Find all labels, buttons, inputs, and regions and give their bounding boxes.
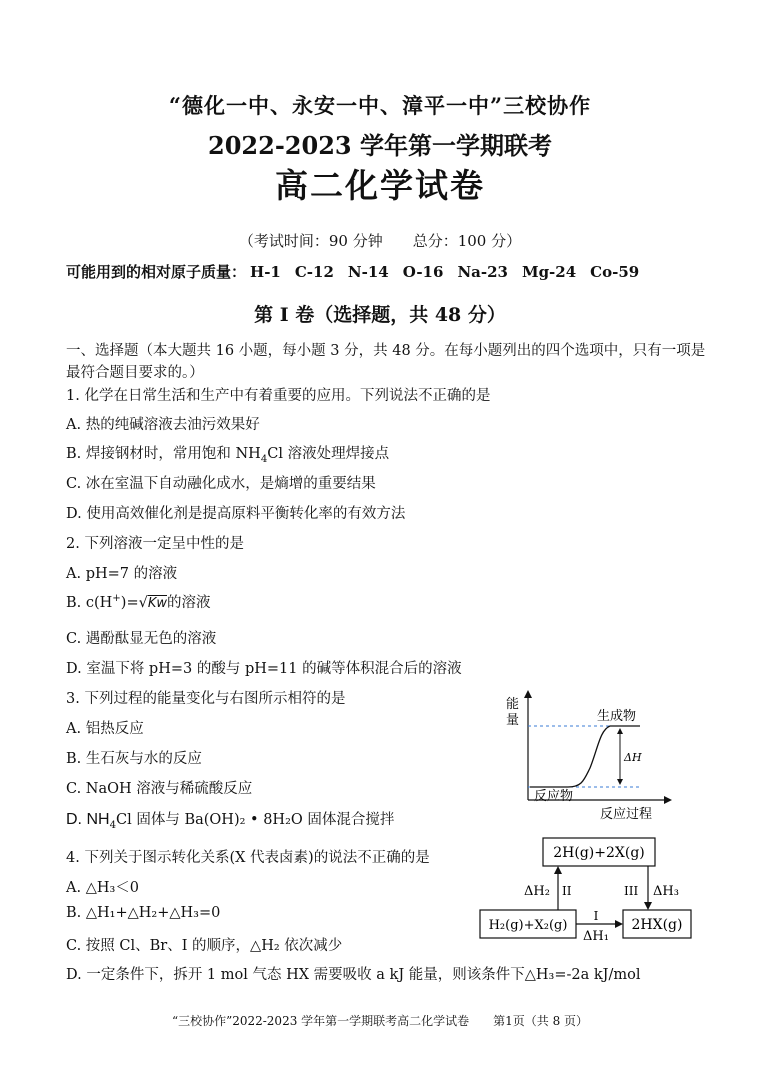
left-box-label: H₂(g)+X₂(g)	[488, 918, 568, 933]
page-footer: “三校协作”2022-2023 学年第一学期联考高二化学试卷 第1页（共 8 页）	[171, 1014, 589, 1028]
III-label: III	[624, 884, 639, 898]
section-title: 第 I 卷（选择题，共 48 分）	[254, 304, 506, 326]
q2-b-post: 的溶液	[167, 595, 211, 611]
q2-b-mid: )=	[120, 595, 139, 611]
q1-option-b	[66, 442, 389, 465]
q1-option-d: D. 使用高效催化剂是提高原料平衡转化率的有效方法	[66, 506, 406, 522]
graph-y-label-2: 量	[506, 713, 520, 728]
q4-stem: 4. 下列关于图示转化关系(X 代表卤素)的说法不正确的是	[66, 850, 430, 866]
q3-option-d	[66, 808, 394, 831]
q3-d-sub: 4	[109, 819, 117, 831]
graph-delta-label: ΔH	[624, 751, 642, 764]
term-line: 2022-2023 学年第一学期联考	[208, 131, 552, 160]
atomic-mass-item: N-14	[347, 263, 389, 281]
atomic-mass-item: Na-23	[457, 263, 508, 281]
atomic-mass-item: H-1	[250, 263, 281, 281]
I-label: I	[593, 909, 599, 923]
dH1-label: ΔH₁	[583, 929, 609, 944]
atomic-mass-line	[66, 261, 653, 282]
q1-b-pre: B. 焊接钢材时，常用饱和 NH	[66, 446, 261, 462]
graph-x-label: 反应过程	[600, 807, 653, 822]
atomic-mass-item: O-16	[402, 263, 444, 281]
top-box-label: 2H(g)+2X(g)	[553, 845, 645, 861]
right-box-label: 2HX(g)	[631, 917, 683, 933]
q4-option-b: B. △H₁+△H₂+△H₃=0	[66, 905, 221, 921]
atomic-mass-item: Mg-24	[521, 263, 577, 281]
q1-stem: 1. 化学在日常生活和生产中有着重要的应用。下列说法不正确的是	[66, 388, 491, 404]
dH2-label: ΔH₂	[524, 884, 550, 899]
school-line: “德化一中、永安一中、漳平一中”三校协作	[168, 93, 592, 118]
q3-option-a: A. 铝热反应	[66, 721, 144, 737]
atomic-mass-item: C-12	[294, 263, 334, 281]
II-label: II	[562, 884, 572, 898]
q1-b-post: Cl 溶液处理焊接点	[267, 446, 390, 462]
graph-product-label: 生成物	[597, 709, 637, 724]
q2-option-a: A. pH=7 的溶液	[66, 566, 178, 582]
q1-b-sub: 4	[260, 453, 268, 465]
atomic-mass-item: Co-59	[590, 263, 640, 281]
q4-option-c: C. 按照 Cl、Br、I 的顺序，△H₂ 依次减少	[66, 938, 343, 954]
q2-option-c: C. 遇酚酞显无色的溶液	[66, 631, 217, 647]
exam-info: （考试时间：90 分钟 总分：100 分）	[238, 232, 522, 250]
hess-cycle-diagram	[478, 836, 698, 948]
q3-option-c: C. NaOH 溶液与稀硫酸反应	[66, 781, 253, 797]
q3-d-pre: D. NH	[66, 811, 110, 828]
q2-b-sup: +	[112, 593, 121, 605]
q3-stem: 3. 下列过程的能量变化与右图所示相符的是	[66, 691, 346, 707]
q3-option-b: B. 生石灰与水的反应	[66, 751, 202, 767]
q2-b-pre: B. c(H	[66, 595, 113, 611]
atomic-mass-label: 可能用到的相对原子质量：	[66, 263, 247, 281]
sqrt-icon: √	[138, 595, 148, 611]
exam-title: 高二化学试卷	[275, 166, 485, 205]
q4-option-a: A. △H₃＜0	[66, 880, 140, 896]
graph-y-label-1: 能	[506, 697, 520, 712]
q2-option-d: D. 室温下将 pH=3 的酸与 pH=11 的碱等体积混合后的溶液	[66, 661, 462, 677]
q2-option-b	[66, 591, 211, 612]
q2-stem: 2. 下列溶液一定呈中性的是	[66, 536, 244, 552]
energy-diagram	[500, 690, 680, 825]
dH3-label: ΔH₃	[653, 884, 679, 899]
q1-option-a: A. 热的纯碱溶液去油污效果好	[66, 417, 260, 433]
graph-reactant-label: 反应物	[534, 789, 574, 804]
q1-option-c: C. 冰在室温下自动融化成水，是熵增的重要结果	[66, 476, 376, 492]
q3-d-post: Cl 固体与 Ba(OH)₂ • 8H₂O 固体混合搅拌	[116, 812, 395, 828]
q4-option-d: D. 一定条件下，拆开 1 mol 气态 HX 需要吸收 a kJ 能量，则该条件下△H₃=-2a kJ/mol	[66, 967, 641, 983]
q2-b-sqrt: Kw	[147, 596, 168, 611]
instructions: 一、选择题（本大题共 16 小题，每小题 3 分，共 48 分。在每小题列出的四个选项中，只有一项是最符合题目要求的。）	[66, 343, 706, 381]
